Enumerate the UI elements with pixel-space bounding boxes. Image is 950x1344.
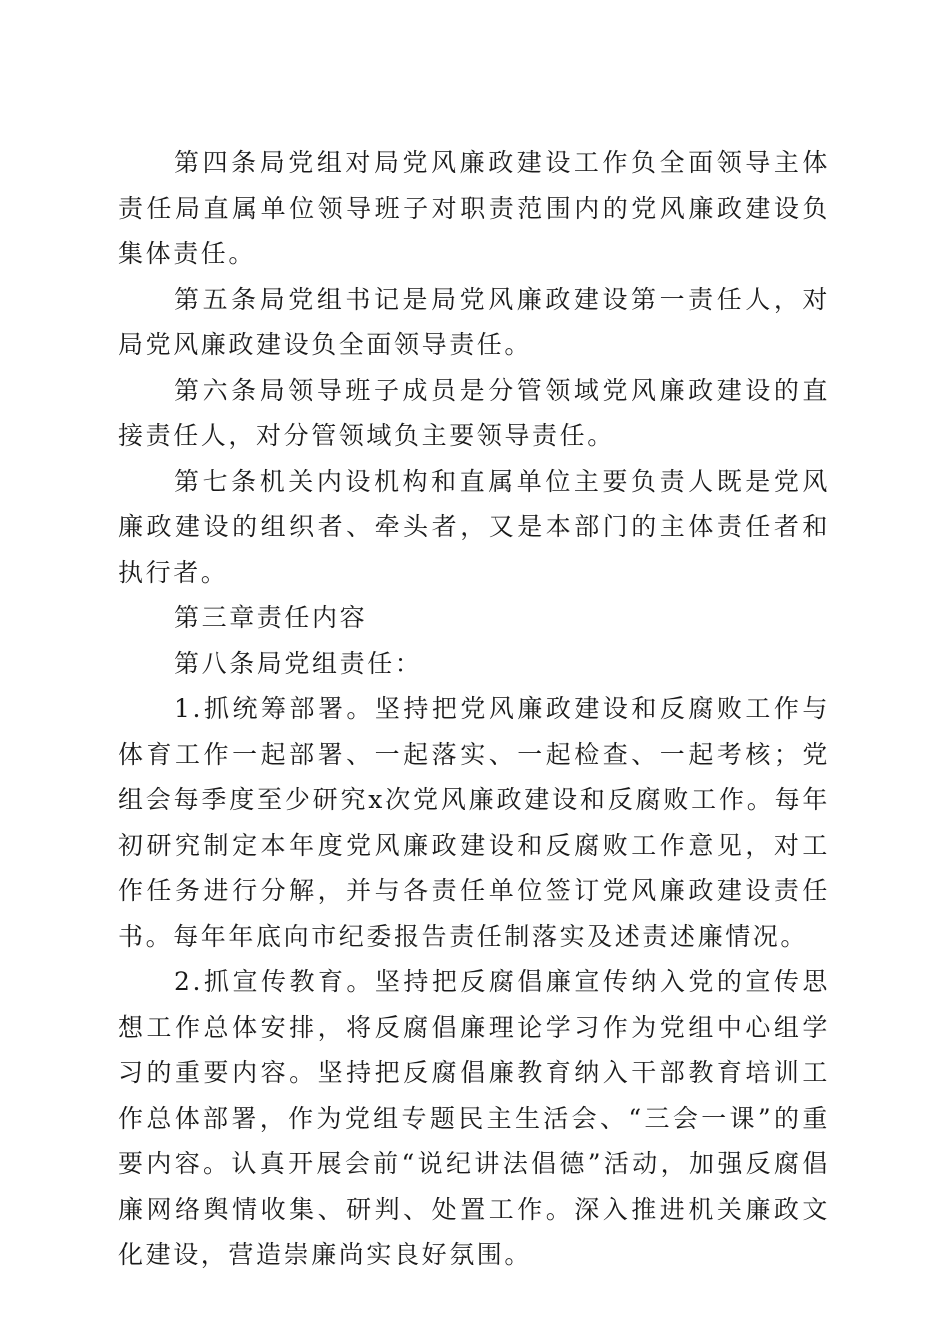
paragraph-item-1: 1.抓统筹部署。坚持把党风廉政建设和反腐败工作与体育工作一起部署、一起落实、一起检查、一起考核；党组会每季度至少研究x次党风廉政建设和反腐败工作。每年初研究制定本年度党风廉政建设和反腐败工作意见，对工作任务进行分解，并与各责任单位签订党风廉政建设责任书。每年年底向市纪委报告责任制落实及述责述廉情况。 — [118, 694, 830, 951]
paragraph-article-5: 第五条局党组书记是局党风廉政建设第一责任人，对局党风廉政建设负全面领导责任。 — [118, 284, 830, 359]
document-body — [118, 140, 830, 1278]
paragraph-item-2: 2.抓宣传教育。坚持把反腐倡廉宣传纳入党的宣传思想工作总体安排，将反腐倡廉理论学习作为党组中心组学习的重要内容。坚持把反腐倡廉教育纳入干部教育培训工作总体部署，作为党组专题民主生活会、“三会一课”的重要内容。认真开展会前“说纪讲法倡德”活动，加强反腐倡廉网络舆情收集、研判、处置工作。深入推进机关廉政文化建设，营造崇廉尚实良好氛围。 — [118, 967, 830, 1269]
paragraph-article-4: 第四条局党组对局党风廉政建设工作负全面领导主体责任局直属单位领导班子对职责范围内的党风廉政建设负集体责任。 — [118, 148, 830, 268]
paragraph-article-6: 第六条局领导班子成员是分管领域党风廉政建设的直接责任人，对分管领域负主要领导责任。 — [118, 375, 830, 450]
chapter-heading-3: 第三章责任内容 — [174, 603, 368, 632]
paragraph-article-8: 第八条局党组责任： — [174, 648, 423, 678]
paragraph-article-7: 第七条机关内设机构和直属单位主要负责人既是党风廉政建设的组织者、牵头者，又是本部门的主体责任者和执行者。 — [118, 466, 830, 587]
